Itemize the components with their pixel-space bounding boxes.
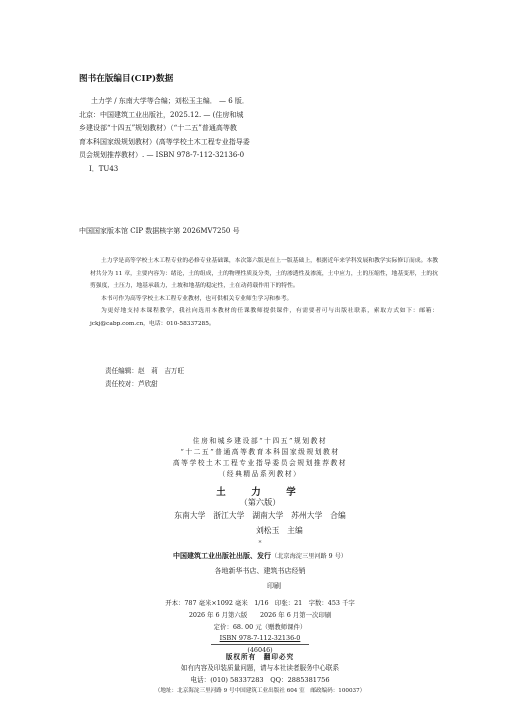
contact-address: （地址：北京海淀三里河路 9 号中国建筑工业出版社 604 室 邮政编码：100037） <box>154 688 366 694</box>
series-list <box>0 436 520 480</box>
cip-line: 员会规划推荐教材）. — ISBN 978-7-112-32136-0 <box>79 151 245 160</box>
printer: 印刷 <box>267 582 281 590</box>
quality-notice: 如有内容及印装质量问题，请与本社读者服务中心联系 <box>180 664 340 672</box>
publisher-name: 中国建筑工业出版社出版、发行 <box>173 551 272 560</box>
cip-line: 乡建设部“十四五”规划教材）（“十二五”普通高等教 <box>79 124 237 133</box>
editor-credits <box>105 365 184 390</box>
cip-line: 育本科国家级规划教材）(高等学校土木工程专业指导委 <box>79 137 250 146</box>
publisher-line <box>0 551 520 561</box>
cip-title: 图书在版编目(CIP)数据 <box>79 74 174 84</box>
rights-title: 版权所有 翻印必究 <box>225 653 295 661</box>
print-specs <box>0 598 520 657</box>
responsible-editor: 责任编辑：赵 莉 吉万旺 <box>105 367 185 375</box>
book-edition: （第六版） <box>239 497 281 507</box>
divider <box>211 644 309 645</box>
intro-paragraph: 为更好地支持本课程教学，我社向选用本教材的任课教师提供课件，有需要者可与出版社联系，索取方式如下：邮箱：jckj@cabp.com.cn，电话：010-58337285。 <box>90 308 438 327</box>
book-introduction <box>90 255 438 331</box>
contact-phone: 电话：(010) 58337283 QQ：2885381756 <box>190 675 330 684</box>
distributor: 各地新华书店、建筑书店经销 <box>214 567 306 575</box>
format-line: 开本：787 毫米×1092 毫米 1/16 印张：21 字数：453 千字 <box>165 599 355 607</box>
contact-info <box>0 663 520 687</box>
price-line: 定价：68. 00 元（赠教师课件） <box>213 622 307 631</box>
series-line: 住房和城乡建设部“十四五”规划教材 <box>192 437 328 445</box>
co-authors: 东南大学 浙江大学 湖南大学 苏州大学 合编 <box>174 511 346 520</box>
cip-record <box>79 95 269 177</box>
book-title: 土 力 学 <box>216 487 304 498</box>
isbn-line: ISBN 978-7-112-32136-0 <box>219 634 301 643</box>
cip-line: 北京：中国建筑工业出版社，2025.12. — (住房和城 <box>79 110 244 119</box>
cip-approval-number: 中国国家版本馆 CIP 数据核字第 2026MV7250 号 <box>79 227 240 235</box>
cip-line: 土力学 / 东南大学等合编；刘松玉主编． — 6 版． <box>91 97 249 105</box>
series-line: “十二五”普通高等教育本科国家级规划教材 <box>180 448 340 456</box>
series-line: （经典精品系列教材） <box>218 470 302 478</box>
publisher-address: （北京海淀三里河路 9 号） <box>271 553 347 560</box>
cip-line: Ⅰ．TU43 <box>89 164 119 173</box>
dates-line: 2026 年 6 月第六版 2026 年 6 月第一次印刷 <box>188 610 332 619</box>
chief-editor: 刘松玉 主编 <box>256 526 303 535</box>
intro-paragraph: 本书可作为高等学校土木工程专业教材，也可供相关专业师生学习和参考。 <box>101 295 293 302</box>
intro-paragraph: 土力学是高等学校土木工程专业的必修专业基础课，本次第六版是在上一版基础上，根据近年来学科发展和教学实际修订而成。本教材共分为 11 章，主要内容为：绪论，土的组成，土的物理性质及分类，土的渗透性及渗流，土中应力，土的压缩性，地基变形，土的抗剪强度，土压力，地基承载力，土坡和地基的稳定性，土在动荷载作用下的特性。 <box>90 258 438 290</box>
proofreader: 责任校对：芦欣甜 <box>105 379 158 388</box>
separator-star: * <box>258 540 262 547</box>
catalog-code: (46046) <box>247 646 273 655</box>
series-line: 高等学校土木工程专业指导委员会规划推荐教材 <box>172 459 348 467</box>
